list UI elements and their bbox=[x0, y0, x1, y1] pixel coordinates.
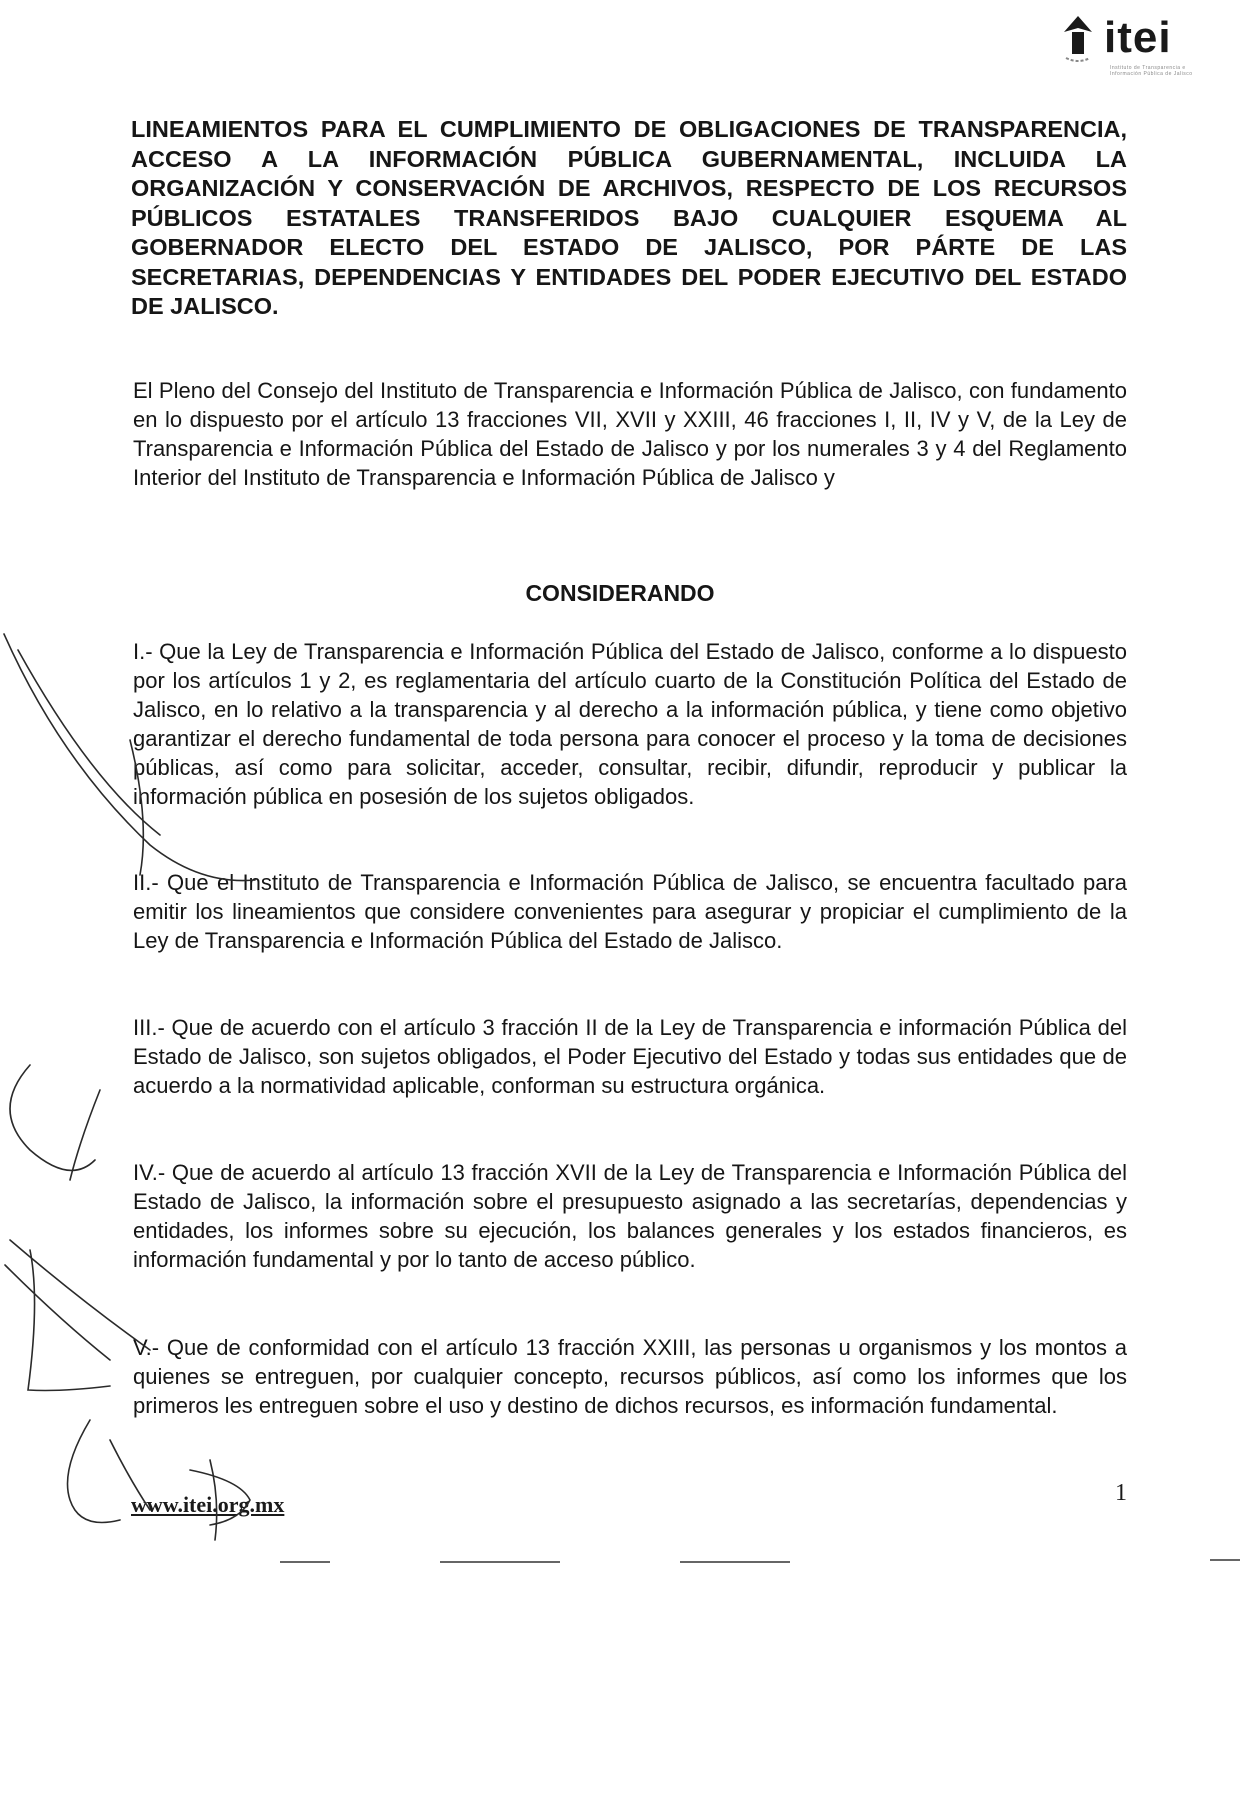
footer-url-link[interactable]: www.itei.org.mx bbox=[131, 1492, 285, 1517]
page-number: 1 bbox=[1115, 1480, 1127, 1506]
preamble-paragraph: El Pleno del Consejo del Instituto de Transparencia e Información Pública de Jalisco, con fundamento en lo dispuesto por el artículo 13 fracciones VII, XVII y XXIII, 46 fracciones I, II, IV y V, de la Ley de Transparencia e Información Pública del Estado de Jalisco y por los numerales 3 y 4 del Reglamento Interior del Instituto de Transparencia e Información Pública de Jalisco y bbox=[133, 378, 1127, 490]
consideration-paragraph-5: V.- Que de conformidad con el artículo 13 fracción XXIII, las personas u organismos y los montos a quienes se entreguen, por cualquier concepto, recursos públicos, así como los informes que los primeros les entreguen sobre el uso y destino de dichos recursos, es información fundamental. bbox=[133, 1335, 1127, 1418]
consideration-paragraph-3: III.- Que de acuerdo con el artículo 3 fracción II de la Ley de Transparencia e información Pública del Estado de Jalisco, son sujetos obligados, el Poder Ejecutivo del Estado y todas sus entidades que de acuerdo a la normatividad aplicable, conforman su estructura orgánica. bbox=[133, 1015, 1127, 1098]
consideration-paragraph-4: IV.- Que de acuerdo al artículo 13 fracción XVII de la Ley de Transparencia e Información Pública del Estado de Jalisco, la información sobre el presupuesto asignado a las secretarías, dependencias y entidades, los informes sobre su ejecución, los balances generales y los estados financieros, es información fundamental y por lo tanto de acceso público. bbox=[133, 1160, 1127, 1272]
consideration-paragraph-1: I.- Que la Ley de Transparencia e Información Pública del Estado de Jalisco, conforme a lo dispuesto por los artículos 1 y 2, es reglamentaria del artículo cuarto de la Constitución Política del Estado de Jalisco, en lo relativo a la transparencia y al derecho a la información pública, y tiene como objetivo garantizar el derecho fundamental de toda persona para conocer el proceso y la toma de decisiones públicas, así como para solicitar, acceder, consultar, recibir, difundir, reproducir y publicar la información pública en posesión de los sujetos obligados. bbox=[133, 639, 1127, 809]
logo-tagline: Instituto de Transparencia e Información Pública de Jalisco bbox=[1110, 65, 1193, 77]
document-title: LINEAMIENTOS PARA EL CUMPLIMIENTO DE OBLIGACIONES DE TRANSPARENCIA, ACCESO A LA INFORMACIÓN PÚBLICA GUBERNAMENTAL, INCLUIDA LA ORGANIZACIÓN Y CONSERVACIÓN DE ARCHIVOS, RESPECTO DE LOS RECURSOS PÚBLICOS ESTATALES TRANSFERIDOS BAJO CUALQUIER ESQUEMA AL GOBERNADOR ELECTO DEL ESTADO DE JALISCO, POR PÁRTE DE LAS SECRETARIAS, DEPENDENCIAS Y ENTIDADES DEL PODER EJECUTIVO DEL ESTADO DE JALISCO. bbox=[131, 116, 1127, 319]
consideration-paragraph-2: II.- Que el Instituto de Transparencia e Información Pública de Jalisco, se encuentra facultado para emitir los lineamientos que considere convenientes para asegurar y propiciar el cumplimiento de la Ley de Transparencia e Información Pública del Estado de Jalisco. bbox=[133, 870, 1127, 953]
section-heading: CONSIDERANDO bbox=[525, 580, 715, 606]
logo-text: itei bbox=[1104, 13, 1172, 62]
